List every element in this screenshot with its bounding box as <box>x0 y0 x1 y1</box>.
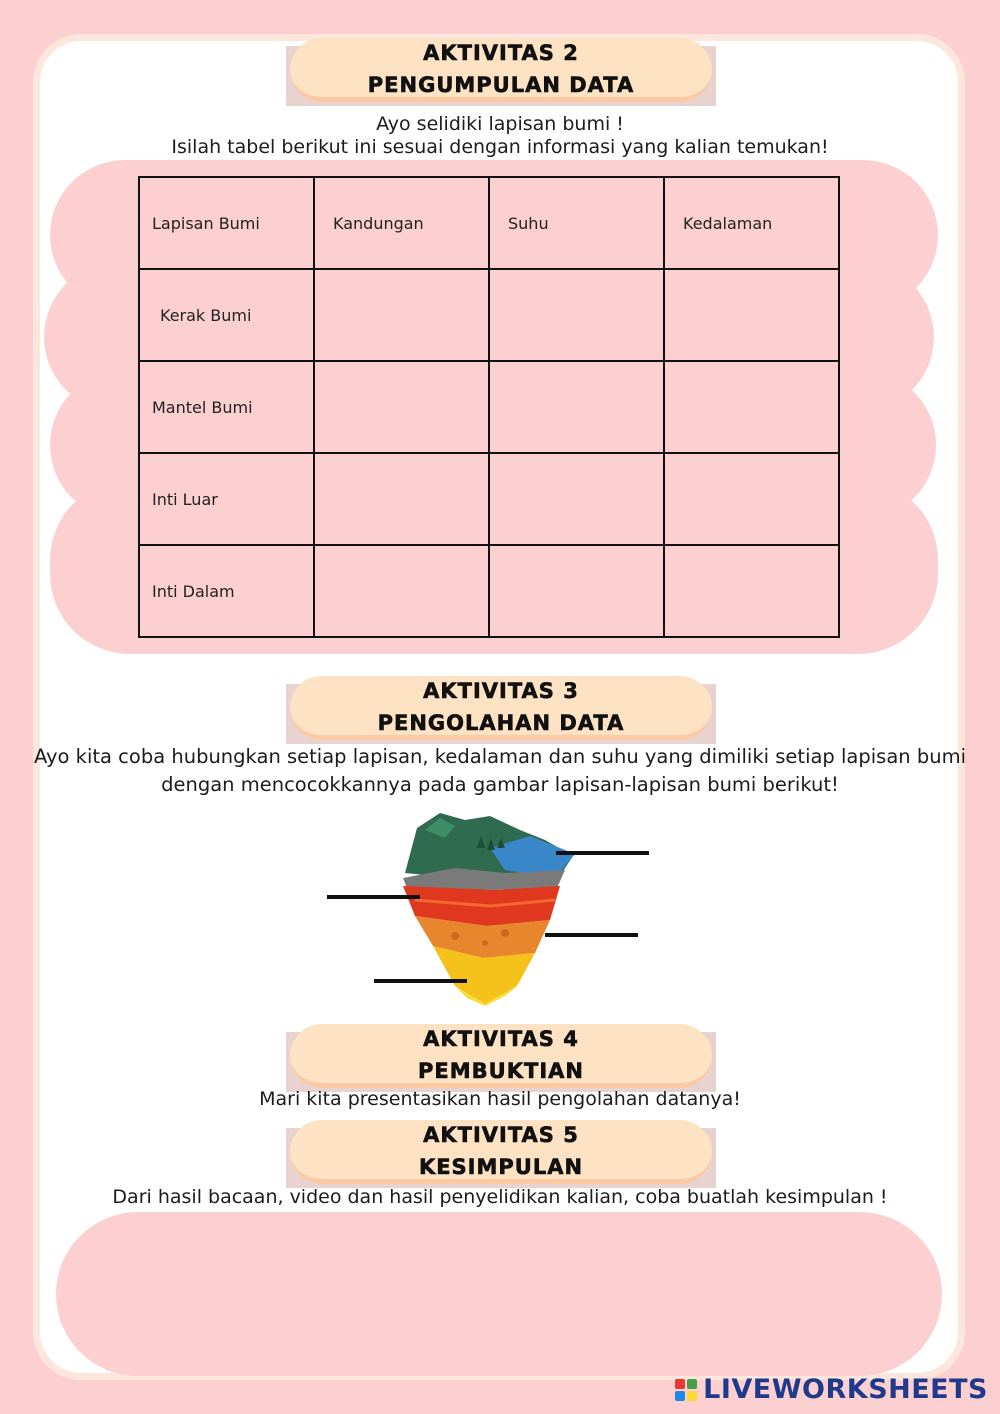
answer-cell[interactable] <box>664 361 839 453</box>
table-row <box>139 361 839 453</box>
liveworksheets-logo-icon <box>675 1379 697 1401</box>
answer-cell[interactable] <box>664 269 839 361</box>
answer-cell[interactable] <box>314 269 489 361</box>
table-header-row <box>139 177 839 269</box>
activity3-title-line1: AKTIVITAS 3 <box>423 679 579 703</box>
answer-cell[interactable] <box>664 545 839 637</box>
label-line-outer-core <box>545 933 638 937</box>
activity5-title-line1: AKTIVITAS 5 <box>423 1123 579 1147</box>
brand-name: LIVEWORKSHEETS <box>703 1374 988 1405</box>
label-line-inner-core <box>374 979 467 983</box>
activity2-title-line2: PENGUMPULAN DATA <box>367 73 635 97</box>
table-row <box>139 545 839 637</box>
answer-cell[interactable] <box>489 453 664 545</box>
activity2-instruction-line1: Ayo selidiki lapisan bumi ! <box>376 113 624 135</box>
row-label-mantel-bumi: Mantel Bumi <box>139 361 314 453</box>
activity5-instruction: Dari hasil bacaan, video dan hasil penyelidikan kalian, coba buatlah kesimpulan ! <box>112 1186 888 1208</box>
earth-layers-illustration <box>395 808 595 1008</box>
liveworksheets-brand <box>675 1374 988 1405</box>
table-row <box>139 453 839 545</box>
table-row <box>139 269 839 361</box>
row-label-inti-dalam: Inti Dalam <box>139 545 314 637</box>
header-kedalaman: Kedalaman <box>664 177 839 269</box>
activity4-instruction: Mari kita presentasikan hasil pengolahan datanya! <box>259 1088 741 1110</box>
activity4-title-line2: PEMBUKTIAN <box>418 1059 584 1083</box>
activity5-title-line2: KESIMPULAN <box>418 1155 584 1179</box>
label-line-mantle <box>327 895 420 899</box>
activity2-title-line1: AKTIVITAS 2 <box>423 41 579 65</box>
answer-cell[interactable] <box>314 453 489 545</box>
label-line-crust <box>556 851 649 855</box>
activity3-title-banner <box>290 676 712 740</box>
activity2-title-banner <box>290 38 712 102</box>
activity2-instruction-line2: Isilah tabel berikut ini sesuai dengan informasi yang kalian temukan! <box>171 136 829 158</box>
header-suhu: Suhu <box>489 177 664 269</box>
activity3-instruction-line2: dengan mencocokkannya pada gambar lapisan-lapisan bumi berikut! <box>161 773 839 796</box>
activity5-title-banner <box>290 1120 712 1184</box>
activity4-title-line1: AKTIVITAS 4 <box>423 1027 579 1051</box>
row-label-inti-luar: Inti Luar <box>139 453 314 545</box>
earth-layers-table <box>138 176 840 638</box>
answer-cell[interactable] <box>489 269 664 361</box>
answer-cell[interactable] <box>489 361 664 453</box>
header-kandungan: Kandungan <box>314 177 489 269</box>
answer-cell[interactable] <box>314 361 489 453</box>
answer-cell[interactable] <box>489 545 664 637</box>
answer-cell[interactable] <box>314 545 489 637</box>
answer-cell[interactable] <box>664 453 839 545</box>
activity3-instruction-line1: Ayo kita coba hubungkan setiap lapisan, kedalaman dan suhu yang dimiliki setiap lapisan bumi <box>33 745 966 768</box>
activity3-title-line2: PENGOLAHAN DATA <box>377 711 625 735</box>
activity4-title-banner <box>290 1024 712 1088</box>
row-label-kerak-bumi: Kerak Bumi <box>139 269 314 361</box>
header-lapisan-bumi: Lapisan Bumi <box>139 177 314 269</box>
conclusion-answer-box[interactable] <box>56 1212 942 1376</box>
